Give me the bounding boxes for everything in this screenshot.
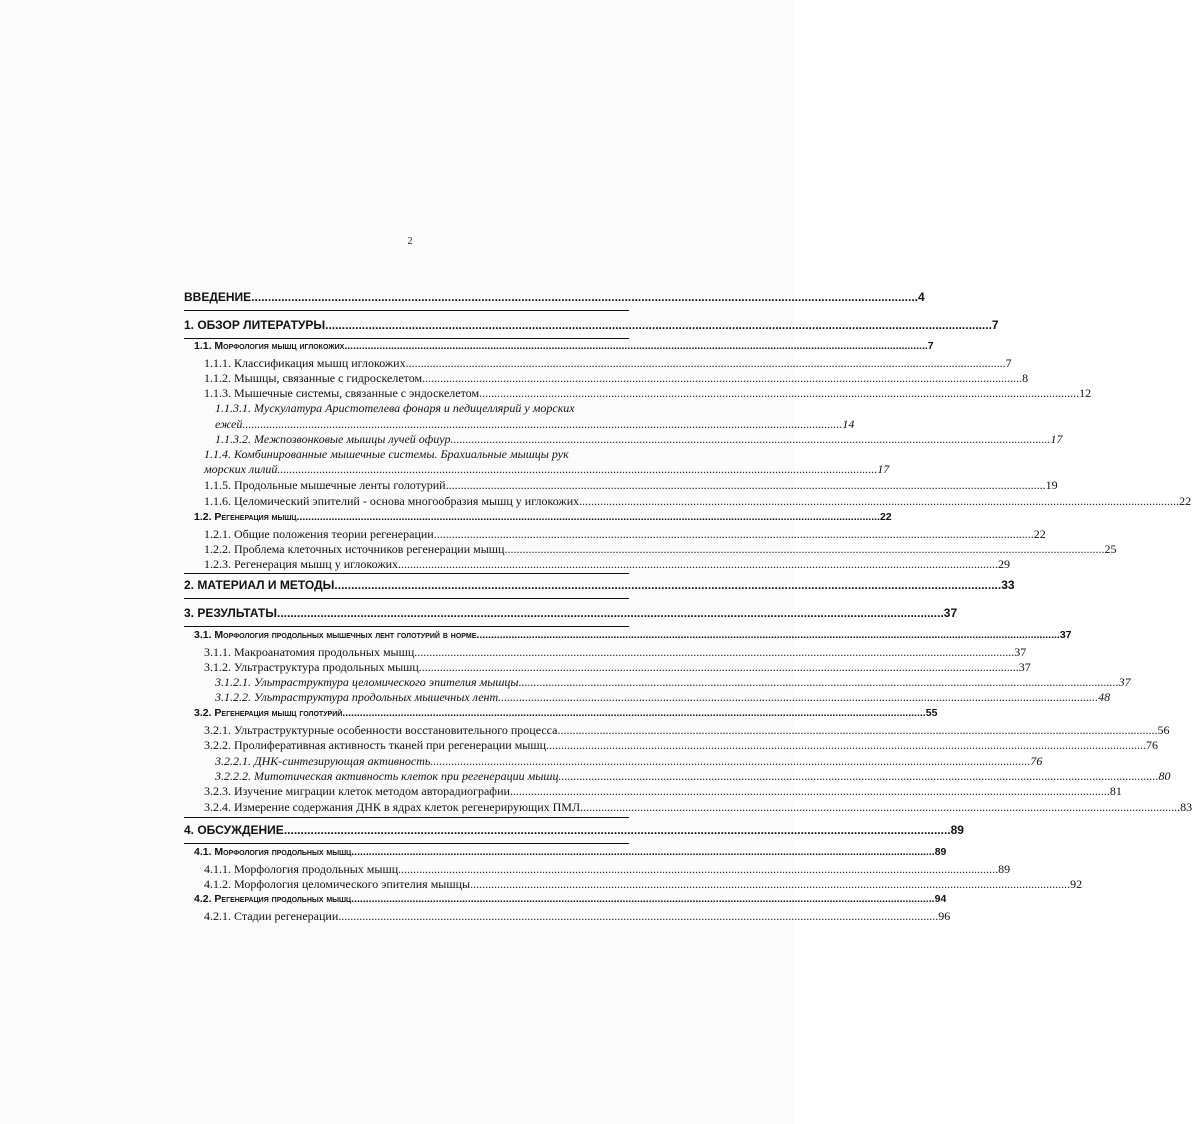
toc-entry-obsuzhdenie[interactable]: 4. ОБСУЖДЕНИЕ ..... 89 bbox=[184, 823, 629, 837]
section-divider bbox=[184, 573, 629, 574]
toc-entry-1-1-6[interactable]: 1.1.6. Целомический эпителий - основа многообразия мышц у иглокожих ..... 22 bbox=[204, 494, 629, 509]
section-divider bbox=[184, 817, 629, 818]
toc-entry-1-2-2[interactable]: 1.2.2. Проблема клеточных источников регенерации мышц ..... 25 bbox=[204, 542, 629, 557]
toc-entry-morfologiya-iglokozhih[interactable]: 1.1. Морфология мышц иглокожих ..... 7 bbox=[194, 340, 629, 352]
toc-entry-1-1-4-line1[interactable]: 1.1.4. Комбинированные мышечные системы. Брахиальные мышцы рук bbox=[204, 447, 569, 461]
toc-entry-1-1-1[interactable]: 1.1.1. Классификация мышц иглокожих ..... 7 bbox=[204, 356, 629, 371]
toc-entry-morfologiya-prodolnyh[interactable]: 4.1. Морфология продольных мышц ..... 89 bbox=[194, 846, 629, 858]
page-number: 2 bbox=[407, 236, 413, 247]
toc-entry-vvedenie[interactable]: ВВЕДЕНИЕ ..... 4 bbox=[184, 290, 629, 304]
toc-entry-3-2-2[interactable]: 3.2.2. Пролиферативная активность тканей при регенерации мышц ..... 76 bbox=[204, 738, 629, 753]
section-divider bbox=[184, 843, 629, 844]
toc-entry-3-1-1[interactable]: 3.1.1. Макроанатомия продольных мышц ..... 37 bbox=[204, 645, 629, 660]
toc-entry-3-2-2-2[interactable]: 3.2.2.2. Митотическая активность клеток при регенерации мышц ..... 80 bbox=[215, 769, 629, 784]
section-divider bbox=[184, 598, 629, 599]
toc-entry-material-metody[interactable]: 2. МАТЕРИАЛ И МЕТОДЫ ..... 33 bbox=[184, 578, 629, 592]
toc-entry-1-1-4-line2[interactable]: морских лилий ..... 17 bbox=[204, 462, 629, 477]
toc-entry-4-2-1[interactable]: 4.2.1. Стадии регенерации ..... 96 bbox=[204, 909, 629, 924]
toc-entry-3-2-3[interactable]: 3.2.3. Изучение миграции клеток методом авторадиографии ..... 81 bbox=[204, 784, 629, 799]
toc-entry-1-2-1[interactable]: 1.2.1. Общие положения теории регенерации ..... 22 bbox=[204, 527, 629, 542]
toc-entry-3-1-2-1[interactable]: 3.1.2.1. Ультраструктура целомического эпителия мышцы ..... 37 bbox=[215, 675, 629, 690]
toc-entry-rezultaty[interactable]: 3. РЕЗУЛЬТАТЫ ..... 37 bbox=[184, 606, 629, 620]
toc-entry-regeneraciya-prodolnyh[interactable]: 4.2. Регенерация продольных мышц ..... 94 bbox=[194, 893, 629, 905]
toc-entry-1-1-3-1-line1[interactable]: 1.1.3.1. Мускулатура Аристотелева фонаря и педицеллярий у морских bbox=[215, 401, 575, 415]
toc-entry-3-2-2-1[interactable]: 3.2.2.1. ДНК-синтезирующая активность ..... 76 bbox=[215, 754, 629, 769]
toc-entry-1-1-3-1-line2[interactable]: ежей ..... 14 bbox=[215, 417, 629, 432]
toc-entry-3-1-2[interactable]: 3.1.2. Ультраструктура продольных мышц ..... 37 bbox=[204, 660, 629, 675]
toc-entry-regeneraciya-golotury[interactable]: 3.2. Регенерация мышц голотурий ..... 55 bbox=[194, 707, 629, 719]
toc-entry-1-1-3-2[interactable]: 1.1.3.2. Межпозвонковые мышцы лучей офиур ..... 17 bbox=[215, 432, 629, 447]
toc-entry-1-1-2[interactable]: 1.1.2. Мышцы, связанные с гидроскелетом ..... 8 bbox=[204, 371, 629, 386]
section-divider bbox=[184, 626, 629, 627]
toc-entry-regeneraciya-myshc[interactable]: 1.2. Регенерация мышц ..... 22 bbox=[194, 511, 629, 523]
toc-entry-1-1-5[interactable]: 1.1.5. Продольные мышечные ленты голотурий ..... 19 bbox=[204, 478, 629, 493]
toc-entry-morfologiya-v-norme[interactable]: 3.1. Морфология продольных мышечных лент голотурий в норме ..... 37 bbox=[194, 629, 629, 641]
section-divider bbox=[184, 310, 629, 311]
toc-entry-1-2-3[interactable]: 1.2.3. Регенерация мышц у иглокожих ..... 29 bbox=[204, 557, 629, 572]
toc-entry-4-1-2[interactable]: 4.1.2. Морфология целомического эпителия мышцы ..... 92 bbox=[204, 877, 629, 892]
toc-entry-3-2-1[interactable]: 3.2.1. Ультраструктурные особенности восстановительного процесса ..... 56 bbox=[204, 723, 629, 738]
toc-entry-4-1-1[interactable]: 4.1.1. Морфология продольных мышц ..... 89 bbox=[204, 862, 629, 877]
toc-entry-1-1-3[interactable]: 1.1.3. Мышечные системы, связанные с эндоскелетом ..... 12 bbox=[204, 386, 629, 401]
toc-entry-obzor-literatury[interactable]: 1. ОБЗОР ЛИТЕРАТУРЫ ..... 7 bbox=[184, 318, 629, 332]
toc-entry-3-1-2-2[interactable]: 3.1.2.2. Ультраструктура продольных мышечных лент ..... 48 bbox=[215, 690, 629, 705]
toc-entry-3-2-4[interactable]: 3.2.4. Измерение содержания ДНК в ядрах клеток регенерирующих ПМЛ ..... 83 bbox=[204, 800, 629, 815]
section-divider bbox=[184, 338, 629, 339]
